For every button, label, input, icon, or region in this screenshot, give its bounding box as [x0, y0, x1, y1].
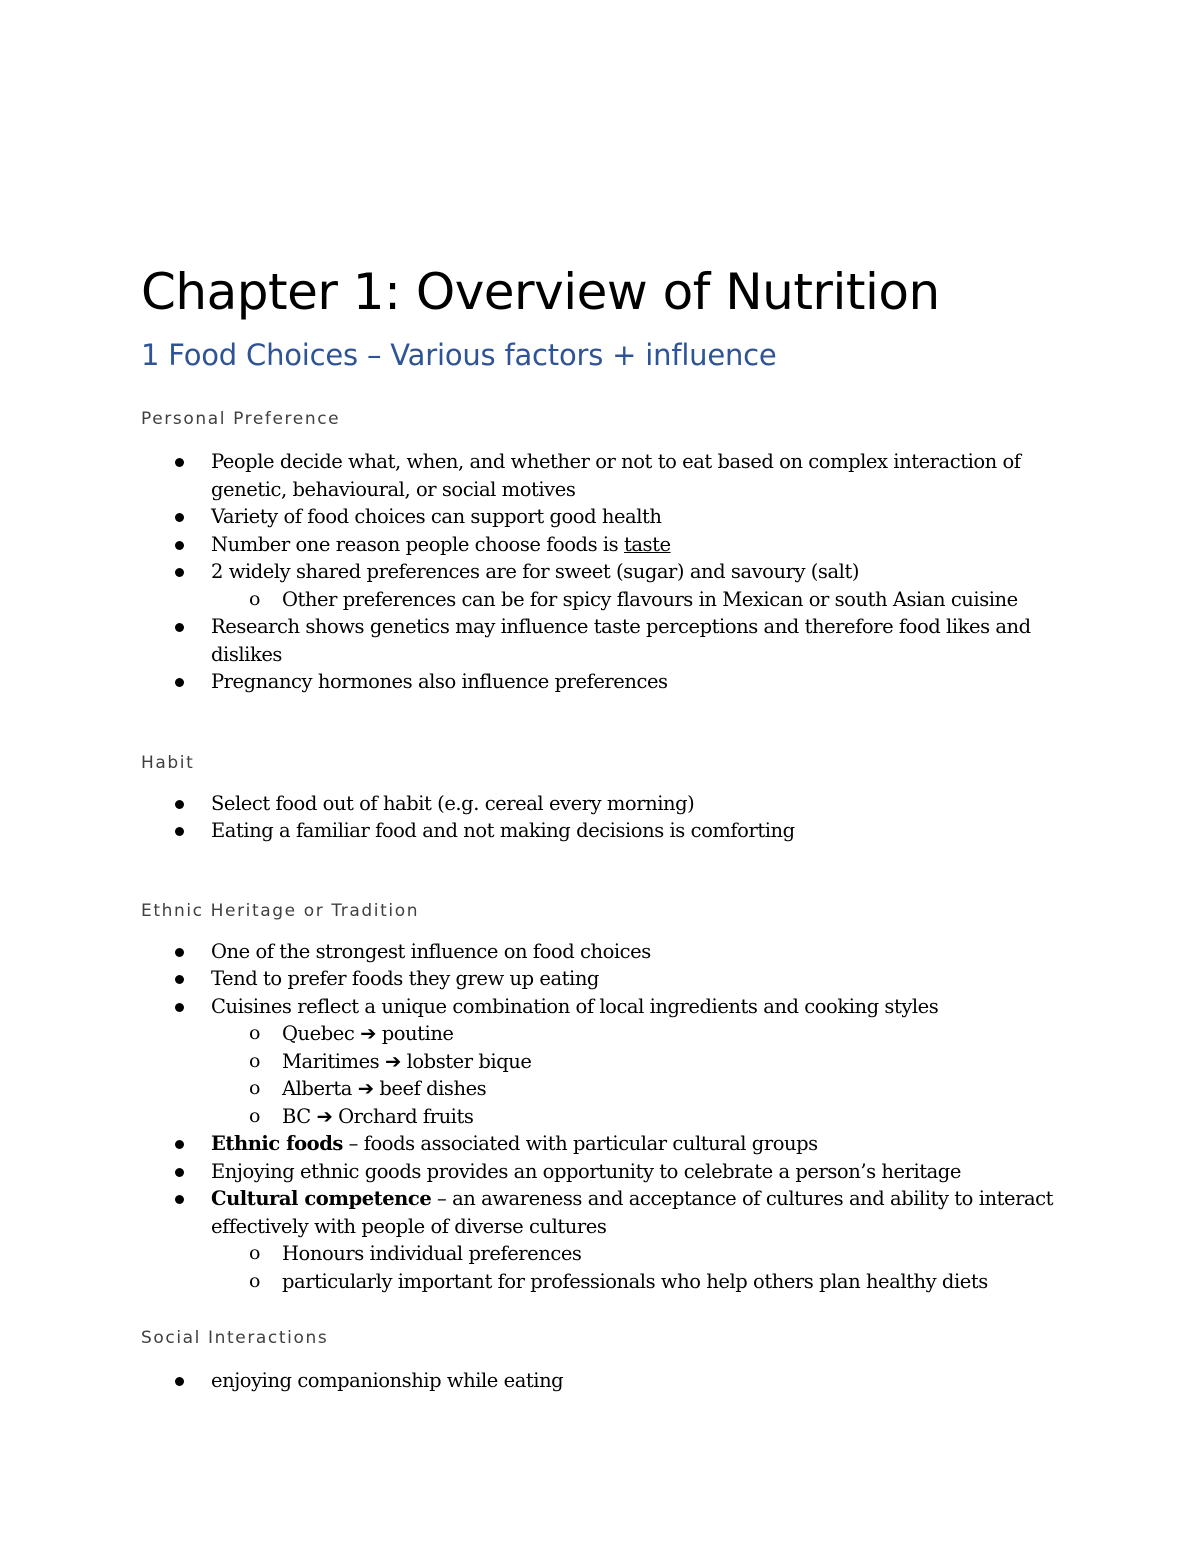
section-heading-social: Social Interactions: [141, 1328, 329, 1348]
region-food: lobster bique: [400, 1049, 532, 1073]
list-item-text: 2 widely shared preferences are for sweet (sugar) and savoury (salt): [211, 560, 859, 583]
list-item-text: Cuisines reflect a unique combination of local ingredients and cooking styles: [211, 994, 939, 1018]
region-name: Maritimes: [282, 1049, 385, 1073]
list-item: Select food out of habit (e.g. cereal every morning): [141, 790, 1061, 818]
sub-list-item: o particularly important for professionals who help others plan healthy diets: [141, 1268, 1061, 1296]
sub-list-item: [141, 1020, 1061, 1048]
underlined-term: taste: [624, 532, 671, 556]
sub-list-item: [141, 1103, 1061, 1131]
region-food: Orchard fruits: [332, 1104, 474, 1128]
section-habit: [141, 751, 1061, 845]
bullet-list-personal: [141, 448, 1061, 696]
right-arrow-icon: ➔: [357, 1077, 374, 1100]
right-arrow-icon: ➔: [360, 1022, 376, 1045]
list-item: [141, 993, 1061, 1131]
list-item: Research shows genetics may influence taste perceptions and therefore food likes and dislikes: [141, 613, 1061, 668]
list-item: Tend to prefer foods they grew up eating: [141, 965, 1061, 993]
bullet-list-habit: [141, 790, 1061, 845]
term-definition: – an awareness and acceptance of cultures and ability to interact effectively with people of diverse cultures: [211, 1187, 1053, 1238]
region-food: poutine: [375, 1022, 454, 1045]
list-item: Eating a familiar food and not making decisions is comforting: [141, 817, 1061, 845]
bullet-list-social: [141, 1367, 1061, 1395]
bold-term: Ethnic foods: [211, 1132, 343, 1155]
bullet-list-ethnic: [141, 938, 1061, 1296]
bold-term: Cultural competence: [211, 1187, 432, 1210]
list-item: Variety of food choices can support good health: [141, 503, 1061, 531]
region-name: Quebec: [282, 1022, 361, 1045]
document-page: [141, 256, 1061, 1395]
list-item: Pregnancy hormones also influence preferences: [141, 668, 1061, 696]
section-heading-ethnic: Ethnic Heritage or Tradition: [141, 900, 420, 921]
list-item: [141, 558, 1061, 613]
region-name: Alberta: [282, 1077, 358, 1100]
section-social-interactions: [141, 1326, 1061, 1395]
sub-list-item: [141, 1075, 1061, 1103]
section-heading-habit: Habit: [141, 752, 195, 773]
sub-list-item: o Other preferences can be for spicy flavours in Mexican or south Asian cuisine: [141, 586, 1061, 614]
right-arrow-icon: ➔: [384, 1049, 401, 1073]
list-item: One of the strongest influence on food choices: [141, 938, 1061, 966]
sub-list-item: o Honours individual preferences: [141, 1240, 1061, 1268]
term-definition: – foods associated with particular cultural groups: [342, 1132, 818, 1155]
section-personal-preference: [141, 407, 1061, 696]
sub-list-regions: [211, 1020, 1061, 1130]
list-item: People decide what, when, and whether or not to eat based on complex interaction of genetic, behavioural, or social motives: [141, 448, 1061, 503]
page-title: Chapter 1: Overview of Nutrition: [141, 263, 940, 321]
region-name: BC: [282, 1104, 317, 1128]
sub-list: [211, 1240, 1061, 1295]
sub-list-item: [141, 1048, 1061, 1076]
section-ethnic-heritage: [141, 899, 1061, 1296]
list-item: [141, 1185, 1061, 1295]
section-heading-personal: Personal Preference: [141, 409, 341, 429]
list-item-text: Number one reason people choose foods is: [211, 532, 624, 556]
right-arrow-icon: ➔: [316, 1104, 333, 1128]
list-item: Enjoying ethnic goods provides an opportunity to celebrate a person’s heritage: [141, 1158, 1061, 1186]
sub-list: [211, 586, 1061, 614]
list-item: [141, 1130, 1061, 1158]
list-item: enjoying companionship while eating: [141, 1367, 1061, 1395]
section-subtitle: 1 Food Choices – Various factors + influence: [141, 338, 777, 372]
region-food: beef dishes: [373, 1077, 487, 1100]
list-item: [141, 531, 1061, 559]
